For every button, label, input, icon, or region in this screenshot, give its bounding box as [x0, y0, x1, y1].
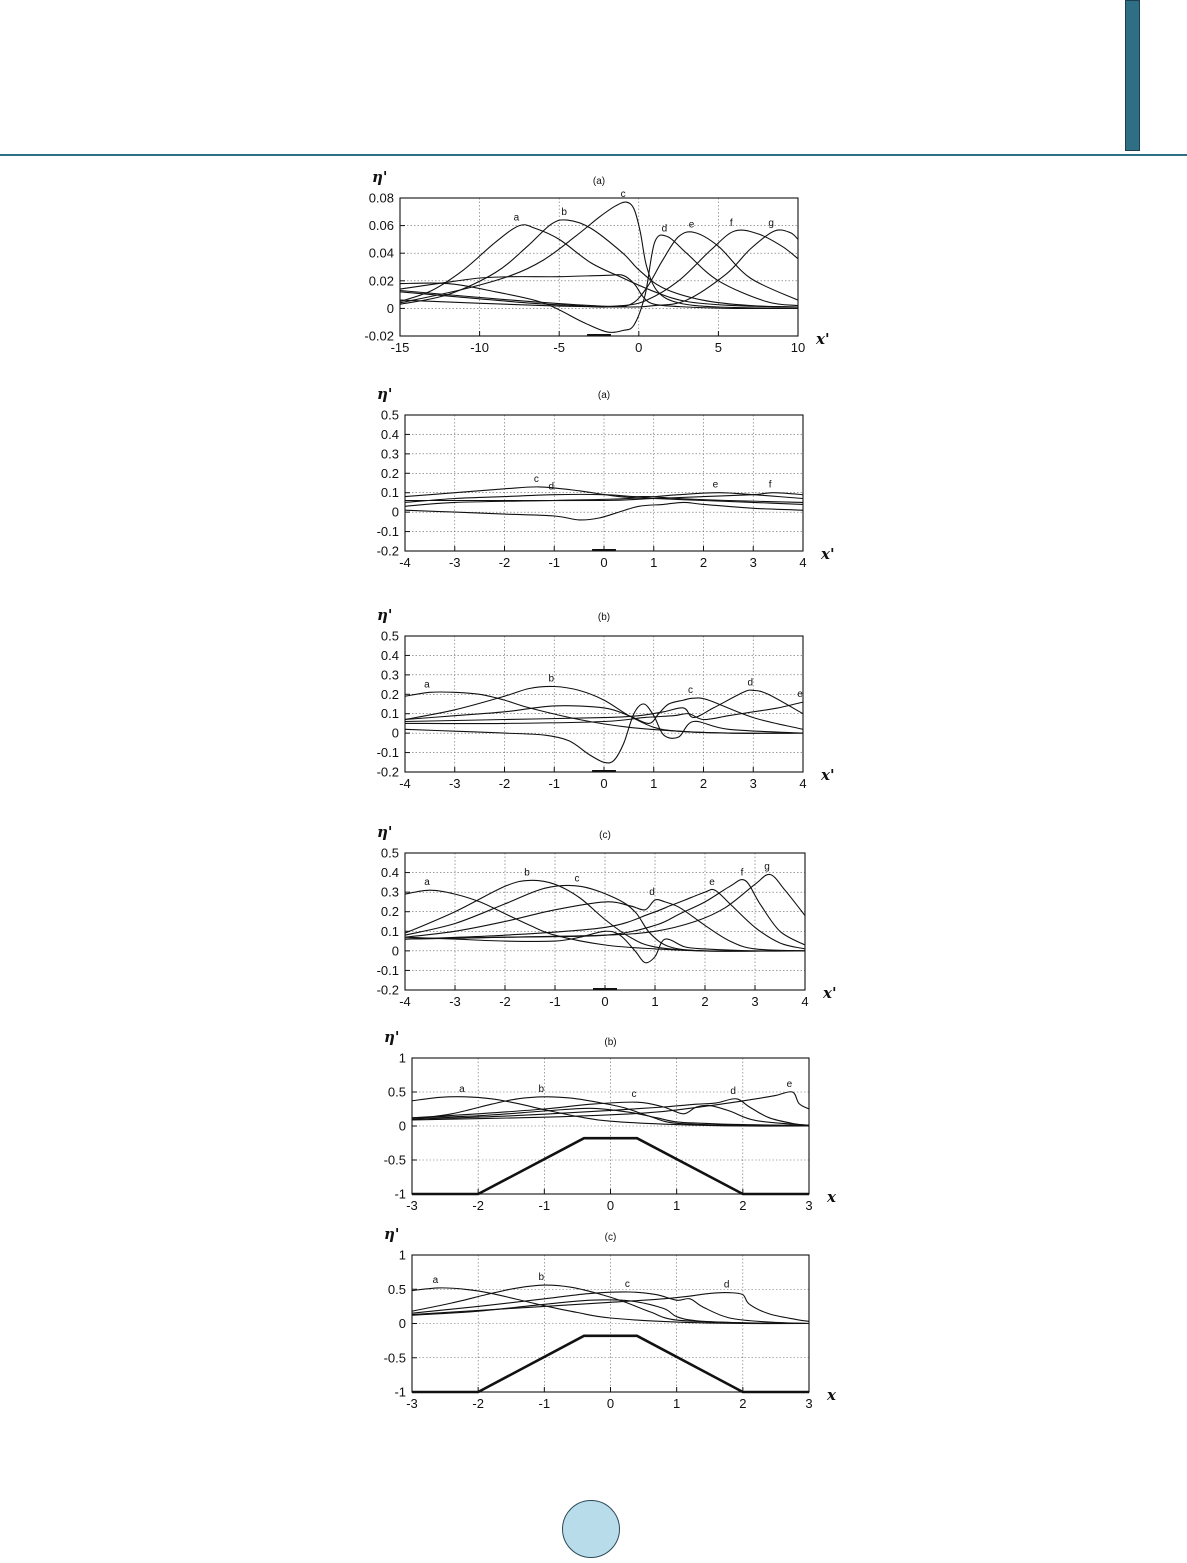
x-tick-label: -4 — [399, 776, 411, 791]
y-axis-label: η' — [384, 1028, 400, 1046]
panel-label: (a) — [592, 176, 606, 187]
y-tick-label: 0.04 — [368, 245, 394, 261]
series-label-a: a — [513, 212, 520, 224]
x-tick-label: 0 — [601, 994, 609, 1009]
series-label-b: b — [561, 207, 567, 219]
x-tick-label: -10 — [470, 340, 489, 355]
x-tick-label: -3 — [406, 1396, 418, 1411]
x-tick-label: -1 — [538, 1198, 551, 1213]
series-line-d — [400, 235, 798, 332]
x-tick-label: -1 — [548, 555, 561, 570]
x-tick-label: 1 — [650, 555, 658, 570]
panel-label: (a) — [597, 390, 611, 401]
series-label-e: e — [797, 689, 803, 701]
series-label-c: c — [574, 873, 580, 885]
y-tick-label: 0.2 — [380, 465, 399, 481]
x-tick-label: -2 — [472, 1396, 484, 1411]
series-label-e: e — [712, 479, 719, 491]
x-tick-label: 3 — [749, 555, 757, 570]
series-label-f: f — [740, 867, 744, 879]
x-tick-label: -2 — [498, 555, 511, 570]
x-tick-label: -3 — [448, 776, 461, 791]
series-label-c: c — [624, 1278, 630, 1290]
series-label-c: c — [533, 473, 539, 485]
y-tick-label: -0.02 — [364, 328, 394, 344]
y-tick-label: 0.5 — [380, 407, 399, 423]
x-tick-label: -1 — [549, 994, 561, 1009]
y-tick-label: 0.1 — [380, 485, 399, 501]
chart-panel-6 — [384, 1225, 837, 1411]
y-tick-label: 0 — [391, 725, 399, 741]
series-label-d: d — [661, 223, 668, 235]
series-label-f: f — [729, 218, 733, 230]
panel-label: (c) — [604, 1232, 617, 1243]
y-tick-label: 0.06 — [368, 218, 394, 234]
x-tick-label: -3 — [448, 555, 461, 570]
x-tick-label: 2 — [699, 776, 708, 791]
series-label-b: b — [538, 1083, 545, 1095]
panel-label: (b) — [604, 1037, 617, 1048]
y-tick-label: -0.5 — [383, 1350, 406, 1366]
x-tick-label: 0 — [600, 555, 608, 570]
y-tick-label: 0 — [391, 943, 399, 959]
y-tick-label: 0.02 — [368, 273, 394, 289]
series-label-f: f — [768, 479, 772, 491]
chart-panel-2 — [377, 385, 835, 570]
series-label-d: d — [548, 481, 555, 493]
panel-label: (b) — [597, 612, 611, 623]
series-line-a — [400, 225, 798, 307]
x-axis-label: x' — [821, 766, 835, 784]
x-tick-label: -2 — [472, 1198, 484, 1213]
series-label-a: a — [424, 877, 430, 889]
x-tick-label: 2 — [699, 555, 708, 570]
series-label-a: a — [432, 1274, 439, 1286]
x-tick-label: -2 — [498, 776, 511, 791]
chart-panel-5 — [384, 1028, 837, 1213]
series-label-e: e — [709, 877, 715, 889]
y-tick-label: -0.1 — [376, 962, 399, 978]
y-tick-label: 0.5 — [380, 845, 399, 861]
y-tick-label: 0.5 — [380, 628, 399, 644]
series-label-g: g — [764, 861, 770, 873]
x-tick-label: 2 — [701, 994, 709, 1009]
x-tick-label: -5 — [553, 340, 565, 355]
y-tick-label: 0.5 — [387, 1084, 406, 1100]
y-tick-label: -0.2 — [376, 543, 399, 559]
series-label-d: d — [747, 677, 754, 689]
x-tick-label: 10 — [790, 340, 806, 355]
x-tick-label: 0 — [635, 340, 643, 355]
series-label-b: b — [538, 1272, 545, 1284]
x-tick-label: 2 — [739, 1396, 747, 1411]
x-tick-label: 3 — [805, 1396, 813, 1411]
y-tick-label: -0.2 — [376, 764, 399, 780]
x-tick-label: -4 — [399, 555, 411, 570]
y-tick-label: -0.1 — [376, 745, 399, 761]
series-label-c: c — [631, 1089, 637, 1101]
chart-panel-1 — [364, 168, 829, 355]
chart-panel-4 — [377, 823, 837, 1009]
x-tick-label: -3 — [406, 1198, 418, 1213]
x-tick-label: 5 — [714, 340, 723, 355]
y-tick-label: -1 — [394, 1186, 406, 1202]
x-axis-label: x' — [821, 545, 835, 563]
series-label-a: a — [459, 1083, 465, 1095]
x-tick-label: -3 — [449, 994, 461, 1009]
y-tick-label: 0 — [398, 1316, 406, 1331]
y-axis-label: η' — [377, 823, 393, 841]
series-label-c: c — [620, 189, 626, 201]
series-line — [405, 502, 803, 520]
y-tick-label: 0.2 — [380, 904, 399, 920]
y-axis-label: η' — [384, 1225, 400, 1243]
x-axis-label: x' — [823, 984, 837, 1002]
y-tick-label: 0.4 — [380, 865, 399, 881]
x-tick-label: 4 — [801, 994, 809, 1009]
y-tick-label: 0.4 — [380, 426, 399, 442]
series-label-e: e — [786, 1079, 793, 1090]
y-tick-label: 0 — [391, 504, 399, 520]
y-tick-label: 0.4 — [380, 647, 399, 663]
y-axis-label: η' — [377, 385, 393, 403]
x-tick-label: 0 — [600, 776, 608, 791]
x-tick-label: 1 — [673, 1396, 681, 1411]
x-axis-label: x — [827, 1386, 836, 1404]
x-tick-label: -4 — [399, 994, 411, 1009]
y-tick-label: 1 — [398, 1247, 406, 1263]
x-tick-label: 1 — [673, 1198, 681, 1213]
series-label-a: a — [424, 679, 430, 691]
y-tick-label: 0.1 — [380, 706, 399, 722]
x-tick-label: -2 — [499, 994, 511, 1009]
x-tick-label: 2 — [739, 1198, 747, 1213]
y-tick-label: 0.3 — [380, 884, 399, 900]
y-tick-label: 0.08 — [368, 190, 394, 206]
x-tick-label: -1 — [548, 776, 561, 791]
y-tick-label: -1 — [394, 1384, 406, 1400]
chart-panel-3 — [377, 606, 835, 791]
y-tick-label: 0 — [398, 1118, 406, 1134]
series-label-b: b — [524, 867, 530, 879]
x-tick-label: 0 — [606, 1396, 615, 1411]
x-tick-label: -15 — [390, 340, 410, 355]
series-line-c — [400, 202, 798, 308]
panel-label: (c) — [599, 830, 611, 841]
x-tick-label: 3 — [751, 994, 759, 1009]
y-tick-label: 0.5 — [387, 1281, 406, 1297]
series-label-d: d — [730, 1085, 736, 1097]
y-tick-label: 0.2 — [380, 686, 399, 702]
y-axis-label: η' — [377, 606, 393, 624]
y-axis-label: η' — [372, 168, 388, 186]
y-tick-label: 1 — [398, 1050, 406, 1066]
x-tick-label: -1 — [538, 1396, 551, 1411]
y-tick-label: -0.2 — [376, 982, 399, 998]
x-axis-label: x' — [816, 330, 830, 348]
x-tick-label: 4 — [799, 555, 807, 570]
x-tick-label: 1 — [650, 776, 658, 791]
x-tick-label: 0 — [606, 1198, 615, 1213]
y-tick-label: 0.1 — [380, 923, 399, 939]
series-label-b: b — [548, 673, 555, 685]
series-label-g: g — [768, 218, 774, 230]
series-label-e: e — [688, 219, 695, 231]
x-tick-label: 3 — [749, 776, 757, 791]
x-tick-label: 3 — [805, 1198, 813, 1213]
series-label-d: d — [723, 1279, 730, 1291]
y-tick-label: -0.5 — [383, 1152, 406, 1168]
series-label-c: c — [688, 685, 694, 697]
x-axis-label: x — [827, 1188, 836, 1206]
x-tick-label: 1 — [651, 994, 659, 1009]
y-tick-label: -0.1 — [376, 524, 399, 540]
x-tick-label: 4 — [799, 776, 807, 791]
series-line-b — [400, 220, 798, 307]
y-tick-label: 0.3 — [380, 667, 399, 683]
y-tick-label: 0 — [386, 300, 394, 316]
series-line-a — [412, 1288, 809, 1324]
series-label-d: d — [649, 886, 655, 898]
y-tick-label: 0.3 — [380, 446, 399, 462]
